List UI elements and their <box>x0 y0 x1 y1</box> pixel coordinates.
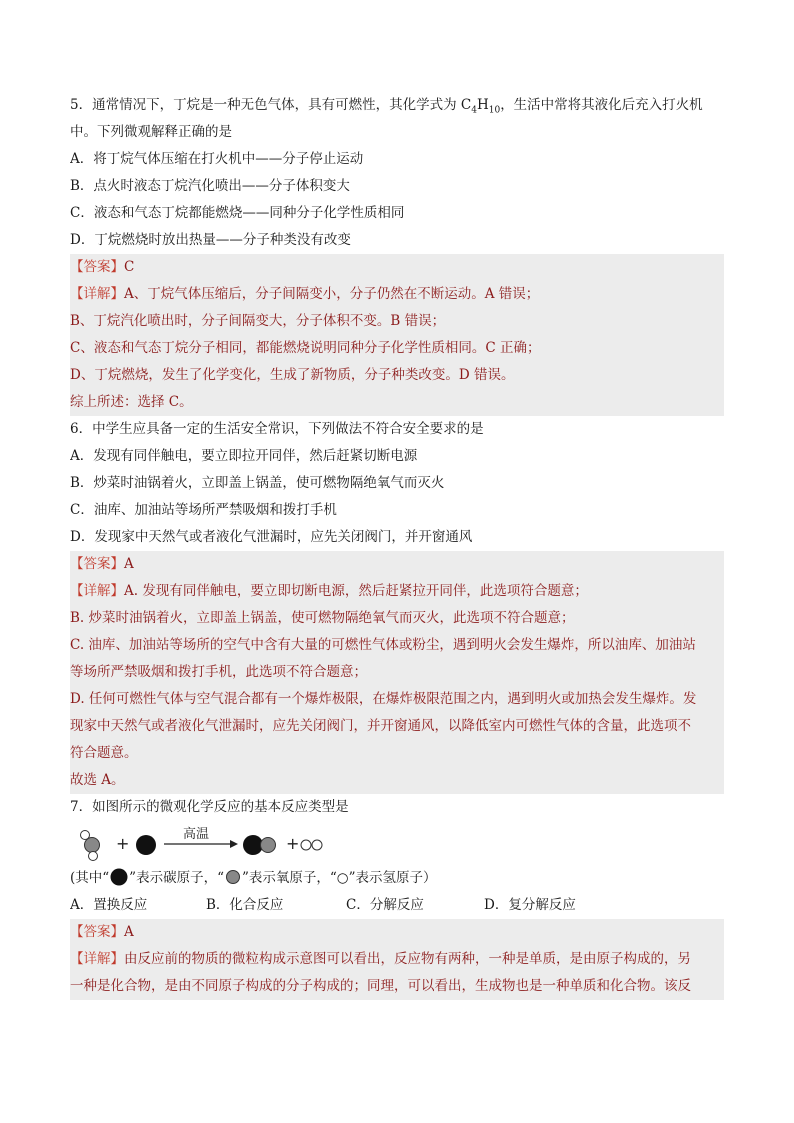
co-molecule-icon <box>243 835 276 855</box>
q5-detail-line4: D、丁烷燃烧，发生了化学变化，生成了新物质，分子种类改变。D 错误。 <box>70 367 515 383</box>
q6-answer: 【答案】A <box>70 556 134 572</box>
q7-option-c: C．分解反应 <box>346 897 424 913</box>
q7-option-b: B．化合反应 <box>206 897 284 913</box>
q6-option-a: A．发现有同伴触电，要立即拉开同伴，然后赶紧切断电源 <box>70 448 418 464</box>
plus-sign-2: + <box>286 834 300 853</box>
q5-option-d: D．丁烷燃烧时放出热量——分子种类没有改变 <box>70 232 351 248</box>
q7-option-d: D．复分解反应 <box>484 897 576 913</box>
hydrogen-molecule-icon <box>301 840 322 850</box>
q6-detail-line2: B. 炒菜时油锅着火，立即盖上锅盖，使可燃物隔绝氧气而灭火，此选项不符合题意； <box>70 610 575 626</box>
q6-detail-line5: D. 任何可燃性气体与空气混合都有一个爆炸极限，在爆炸极限范围之内，遇到明火或加热会发生爆炸。发 <box>70 691 697 707</box>
reaction-arrow-head <box>230 840 238 848</box>
q6-detail-line1: 【详解】A. 发现有同伴触电，要立即切断电源，然后赶紧拉开同伴，此选项符合题意； <box>70 583 588 599</box>
carbon-legend-icon <box>109 868 129 886</box>
q7-answer: 【答案】A <box>70 924 134 940</box>
reaction-diagram-svg <box>70 821 370 865</box>
document-page <box>70 92 724 1000</box>
q5-detail-line2: B、丁烷汽化喷出时，分子间隔变大，分子体积不变。B 错误； <box>70 313 446 329</box>
oxygen-legend-icon <box>224 868 242 886</box>
q7-stem: 7．如图所示的微观化学反应的基本反应类型是 <box>70 799 349 815</box>
q6-option-c: C．油库、加油站等场所严禁吸烟和拨打手机 <box>70 502 337 518</box>
q6-detail-line7: 符合题意。 <box>70 745 138 761</box>
q7-options <box>70 892 724 919</box>
carbon-atom-icon <box>136 835 156 855</box>
q7-detail-line2: 一种是化合物，是由不同原子构成的分子构成的；同理，可以看出，生成物也是一种单质和化合物。该反 <box>70 978 691 994</box>
q6-detail-summary: 故选 A。 <box>70 772 125 788</box>
plus-sign-1: + <box>116 834 130 853</box>
q6-option-b: B．炒菜时油锅着火，立即盖上锅盖，使可燃物隔绝氧气而灭火 <box>70 475 445 491</box>
q6-stem: 6．中学生应具备一定的生活安全常识，下列做法不符合安全要求的是 <box>70 421 484 437</box>
q5-detail-line3: C、液态和气态丁烷分子相同，都能燃烧说明同种分子化学性质相同。C 正确； <box>70 340 541 356</box>
q5-solution-block <box>70 254 724 416</box>
water-molecule-icon <box>81 831 100 861</box>
q5-stem-line2: 中。下列微观解释正确的是 <box>70 124 232 140</box>
q6-detail-line4: 等场所严禁吸烟和拨打手机，此选项不符合题意； <box>70 664 367 680</box>
q6-solution-block <box>70 551 724 794</box>
q7-solution-block <box>70 919 724 1000</box>
q7-option-a: A．置换反应 <box>70 897 148 913</box>
q5-option-c: C．液态和气态丁烷都能燃烧——同种分子化学性质相同 <box>70 205 405 221</box>
q6-option-d: D．发现家中天然气或者液化气泄漏时，应先关闭阀门，并开窗通风 <box>70 529 473 545</box>
q6-detail-line6: 现家中天然气或者液化气泄漏时，应先关闭阀门，并开窗通风，以降低室内可燃性气体的含量，此选项不 <box>70 718 691 734</box>
reaction-condition: 高温 <box>183 827 210 842</box>
q5-stem-line1: 5．通常情况下，丁烷是一种无色气体，具有可燃性，其化学式为 $C_4H_{10}$，生活中常将其液化后充入打火机 <box>70 97 703 116</box>
q5-option-b: B．点火时液态丁烷汽化喷出——分子体积变大 <box>70 178 350 194</box>
q7-legend: (其中“ ”表示碳原子，“ ”表示氧原子，“○”表示氢原子） <box>70 870 437 886</box>
q5-option-a: A．将丁烷气体压缩在打火机中——分子停止运动 <box>70 151 364 167</box>
q5-answer: 【答案】C <box>70 259 135 275</box>
q6-detail-line3: C. 油库、加油站等场所的空气中含有大量的可燃性气体或粉尘，遇到明火会发生爆炸，所以油库、加油站 <box>70 637 696 653</box>
q5-detail-line1: 【详解】A、丁烷气体压缩后，分子间隔变小，分子仍然在不断运动。A 错误； <box>70 286 540 302</box>
reaction-diagram <box>70 821 724 865</box>
q5-detail-summary: 综上所述：选择 C。 <box>70 394 193 410</box>
q7-detail-line1: 【详解】由反应前的物质的微粒构成示意图可以看出，反应物有两种，一种是单质，是由原子构成的，另 <box>70 951 691 967</box>
